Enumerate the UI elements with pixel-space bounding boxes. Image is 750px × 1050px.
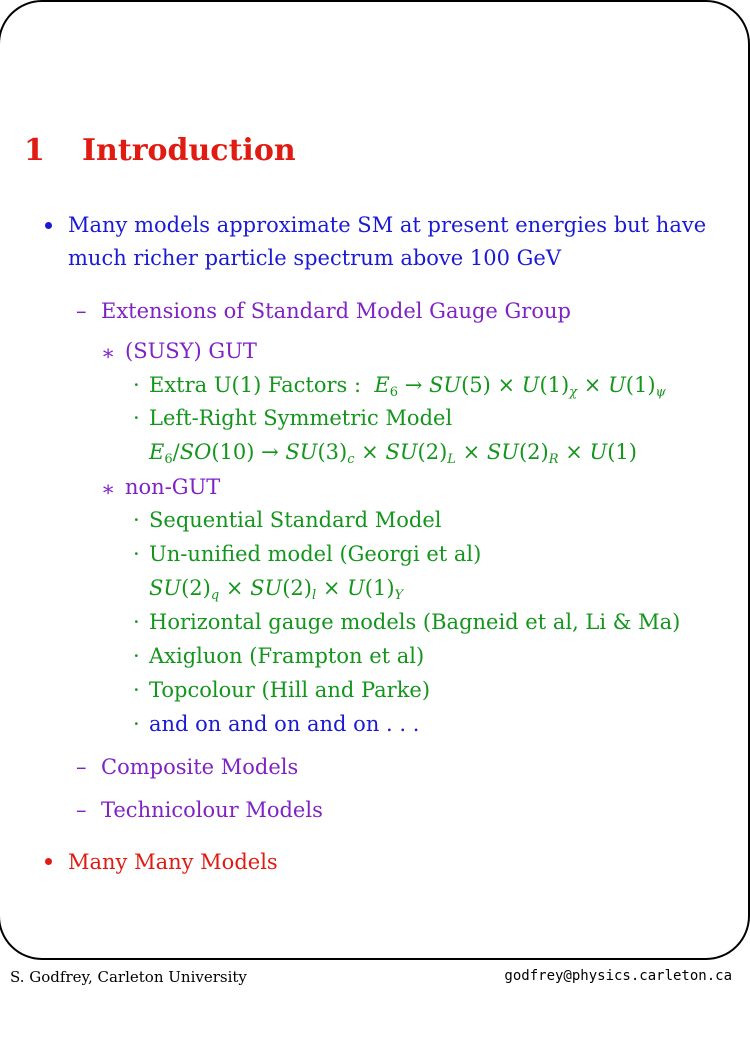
composite-models-label: Composite Models (101, 755, 299, 779)
dot-marker: · (133, 542, 140, 566)
math-arg: (5) × (461, 373, 522, 397)
sequential-sm-label: Sequential Standard Model (149, 508, 442, 532)
section-heading (24, 133, 296, 168)
math-sub: χ (569, 385, 578, 400)
math-sub: l (311, 588, 317, 603)
math-symbol: SU (486, 440, 519, 464)
math-symbol: U (608, 373, 626, 397)
section-number: 1 (24, 133, 45, 168)
dash-marker: – (76, 299, 87, 323)
math-arg: (1) (364, 576, 395, 600)
topcolour-label: Topcolour (Hill and Parke) (149, 678, 431, 702)
horizontal-gauge-label: Horizontal gauge models (Bagneid et al, Li & Ma) (149, 610, 681, 634)
dot-marker: · (133, 508, 140, 532)
extensions-label: Extensions of Standard Model Gauge Group (101, 299, 571, 323)
susy-gut-label: (SUSY) GUT (125, 339, 257, 363)
math-op: × (455, 440, 487, 464)
footer-email: godfrey@physics.carleton.ca (504, 968, 732, 984)
dot-marker: · (133, 406, 140, 430)
math-arg: (2) (417, 440, 448, 464)
math-op: → (398, 373, 429, 397)
bullet-dot (45, 222, 52, 229)
dash-marker: – (76, 755, 87, 779)
left-right-label: Left-Right Symmetric Model (149, 406, 453, 430)
un-unified-label: Un-unified model (Georgi et al) (149, 542, 482, 566)
and-on-label: and on and on and on . . . (149, 712, 420, 736)
math-symbol: U (347, 576, 365, 600)
math-symbol: SU (428, 373, 462, 397)
math-arg: (1) (625, 373, 656, 397)
math-sub: ψ (655, 385, 666, 400)
math-arg: (1) (607, 440, 637, 464)
math-sub: L (447, 452, 456, 467)
bullet1-line2: much richer particle spectrum above 100 GeV (68, 246, 562, 270)
math-op: × (558, 440, 590, 464)
dot-marker: · (133, 678, 140, 702)
math-sub: c (347, 452, 355, 467)
math-symbol: E (149, 440, 165, 464)
math-op: × (577, 373, 609, 397)
left-right-math (149, 439, 637, 473)
math-arg: (2) (518, 440, 549, 464)
math-symbol: SU (285, 440, 318, 464)
extra-u1-text: Extra U(1) Factors : (149, 373, 362, 397)
math-op: × (354, 440, 386, 464)
math-sub: R (548, 452, 559, 467)
dot-marker: · (133, 373, 140, 397)
dot-marker: · (133, 712, 140, 736)
math-sub: 6 (389, 385, 399, 400)
dash-marker: – (76, 798, 87, 822)
extra-u1-line (149, 372, 666, 406)
star-marker: ∗ (101, 341, 116, 365)
math-arg: (2) (282, 576, 312, 600)
math-op: × (219, 576, 251, 600)
math-op: × (316, 576, 348, 600)
math-symbol: E (374, 373, 390, 397)
math-sub: Y (394, 588, 404, 603)
un-unified-math (149, 575, 403, 609)
math-symbol: SU (385, 440, 418, 464)
math-symbol: SO (179, 440, 212, 464)
bullet1-line1: Many models approximate SM at present energies but have (68, 213, 707, 237)
technicolour-models-label: Technicolour Models (101, 798, 323, 822)
axigluon-label: Axigluon (Frampton et al) (149, 644, 425, 668)
dot-marker: · (133, 644, 140, 668)
math-arg: (2) (181, 576, 211, 600)
non-gut-label: non-GUT (125, 475, 221, 499)
math-sub: q (210, 588, 220, 603)
math-symbol: SU (149, 576, 182, 600)
dot-marker: · (133, 610, 140, 634)
math-arg: (1) (539, 373, 570, 397)
math-symbol: U (521, 373, 540, 397)
bullet-dot (45, 858, 52, 865)
bullet2-text: Many Many Models (68, 850, 278, 874)
math-sub: 6 (164, 452, 173, 467)
math-arg: (3) (317, 440, 348, 464)
section-title: Introduction (82, 133, 296, 168)
star-marker: ∗ (101, 477, 116, 501)
math-symbol: SU (250, 576, 283, 600)
footer-author: S. Godfrey, Carleton University (10, 968, 247, 986)
math-arg: (10) → (211, 440, 286, 464)
math-op: / (172, 440, 180, 464)
math-symbol: U (589, 440, 608, 464)
